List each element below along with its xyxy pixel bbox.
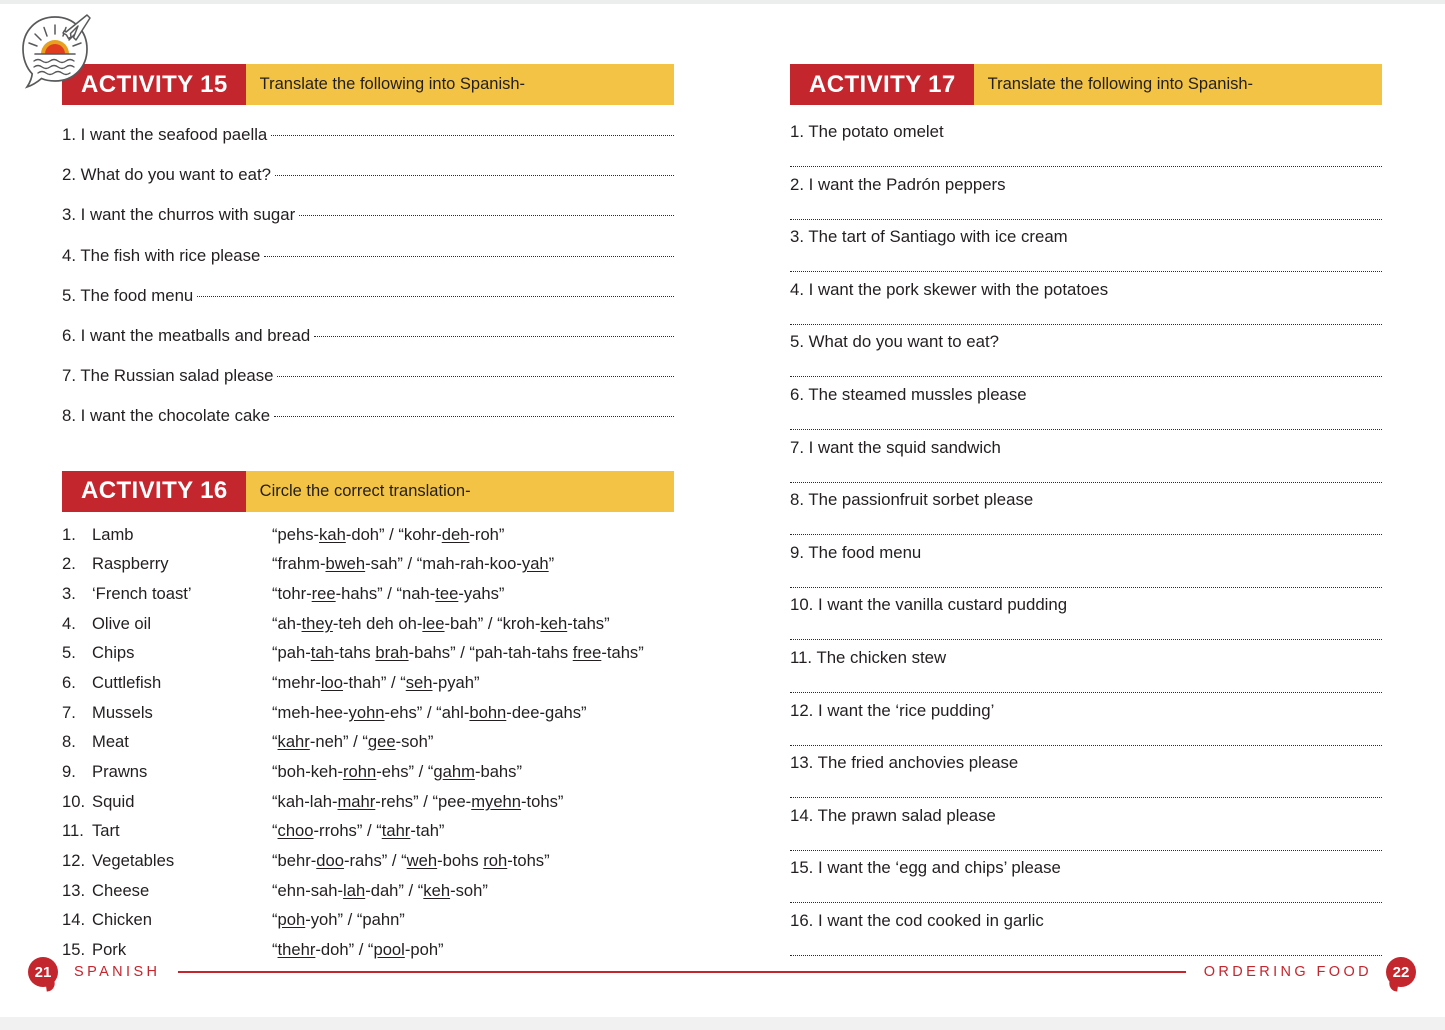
activity-15-instruction: Translate the following into Spanish-: [246, 64, 674, 105]
activity-16-row-number: 9.: [62, 762, 76, 781]
speech-bubble-sunset-plane-icon: [14, 10, 96, 92]
activity-16-row-number: 1.: [62, 524, 76, 544]
activity-15-list: [62, 125, 674, 447]
workbook-spread: [0, 4, 1445, 1017]
activity-16-options[interactable]: “frahm-bweh-sah” / “mah-rah-koo-yah”: [272, 554, 555, 574]
activity-17-item-text: 1. The potato omelet: [790, 122, 944, 141]
activity-16-options[interactable]: “pah-tah-tahs brah-bahs” / “pah-tah-tahs free-tahs”: [272, 643, 644, 663]
activity-17-item-text: 6. The steamed mussles please: [790, 384, 1027, 404]
activity-17-header: [790, 64, 1382, 105]
page-number: 22: [1392, 963, 1410, 981]
activity-16-options[interactable]: “meh-hee-yohn-ehs” / “ahl-bohn-dee-gahs”: [272, 702, 587, 722]
activity-17-item: [790, 227, 1382, 280]
activity-16-row-number: 13.: [62, 880, 86, 900]
answer-line[interactable]: [790, 429, 1382, 430]
activity-15-item: [62, 286, 674, 326]
answer-line[interactable]: [790, 534, 1382, 535]
activity-16-row-number: 3.: [62, 583, 76, 603]
activity-17-item-text: 8. The passionfruit sorbet please: [790, 490, 1034, 510]
activity-16-row: [62, 525, 674, 555]
footer-rule: [178, 971, 722, 973]
activity-17-item: [790, 438, 1382, 491]
activity-15-item: [62, 326, 674, 366]
left-page: [0, 4, 722, 1017]
activity-16-options[interactable]: “boh-keh-rohn-ehs” / “gahm-bahs”: [272, 762, 522, 781]
activity-15-tag: ACTIVITY 15: [62, 64, 246, 105]
answer-line[interactable]: [264, 256, 674, 257]
activity-16-english-word: Lamb: [92, 524, 134, 544]
activity-17-item-text: 2. I want the Padrón peppers: [790, 174, 1006, 194]
activity-17-item-text: 15. I want the ‘egg and chips’ please: [790, 858, 1061, 878]
activity-17-item: [790, 753, 1382, 806]
answer-line[interactable]: [790, 324, 1382, 325]
activity-16-english-word: Chicken: [92, 910, 152, 930]
activity-17-item-text: 10. I want the vanilla custard pudding: [790, 595, 1068, 615]
left-page-footer: [28, 957, 722, 987]
activity-16-row: [62, 851, 674, 881]
activity-15-item-text: 3. I want the churros with sugar: [62, 205, 296, 225]
activity-16-english-word: ‘French toast’: [92, 583, 192, 603]
activity-17-item-text: 5. What do you want to eat?: [790, 332, 999, 352]
activity-16-list: [62, 525, 674, 970]
answer-line[interactable]: [790, 745, 1382, 746]
activity-17-item: [790, 595, 1382, 648]
activity-16-options[interactable]: “thehr-doh” / “pool-poh”: [272, 940, 444, 960]
answer-line[interactable]: [314, 336, 674, 337]
activity-16-options[interactable]: “ah-they-teh deh oh-lee-bah” / “kroh-keh-tahs”: [272, 613, 610, 633]
activity-17-item-text: 13. The fried anchovies please: [790, 753, 1019, 773]
activity-15-item-text: 7. The Russian salad please: [62, 366, 274, 386]
activity-17-item: [790, 648, 1382, 701]
activity-16-options[interactable]: “tohr-ree-hahs” / “nah-tee-yahs”: [272, 583, 505, 603]
activity-17-instruction: Translate the following into Spanish-: [974, 64, 1382, 105]
activity-16-row-number: 8.: [62, 732, 76, 752]
activity-15-item: [62, 165, 674, 205]
activity-16-row-number: 15.: [62, 940, 86, 960]
answer-line[interactable]: [197, 296, 674, 297]
activity-15-item-text: 1. I want the seafood paella: [62, 125, 268, 144]
activity-16-english-word: Cheese: [92, 880, 150, 900]
activity-16-english-word: Prawns: [92, 762, 148, 781]
activity-17-item-text: 3. The tart of Santiago with ice cream: [790, 227, 1068, 247]
answer-line[interactable]: [277, 376, 674, 377]
activity-15-item-text: 8. I want the chocolate cake: [62, 406, 271, 426]
activity-15-item-text: 2. What do you want to eat?: [62, 165, 271, 185]
answer-line[interactable]: [790, 797, 1382, 798]
activity-15-item-text: 4. The fish with rice please: [62, 245, 261, 265]
activity-16-english-word: Meat: [92, 732, 129, 752]
activity-16-row-number: 11.: [62, 821, 84, 841]
activity-15-item-text: 6. I want the meatballs and bread: [62, 325, 311, 345]
activity-16-instruction: Circle the correct translation-: [246, 471, 674, 512]
footer-label: SPANISH: [74, 964, 161, 980]
activity-16-row: [62, 703, 674, 733]
activity-17-item-text: 7. I want the squid sandwich: [790, 437, 1001, 457]
answer-line[interactable]: [790, 271, 1382, 272]
activity-17-item-text: 11. The chicken stew: [790, 647, 947, 667]
activity-16-row: [62, 881, 674, 911]
activity-16-row: [62, 910, 674, 940]
answer-line[interactable]: [790, 902, 1382, 903]
activity-16-header: [62, 471, 674, 512]
activity-16-row: [62, 792, 674, 822]
page-number: 21: [34, 963, 52, 981]
activity-16-english-word: Squid: [92, 791, 135, 811]
activity-16-options[interactable]: “ehn-sah-lah-dah” / “keh-soh”: [272, 880, 488, 900]
activity-17-item: [790, 911, 1382, 964]
activity-17-item: [790, 332, 1382, 385]
activity-16-options[interactable]: “choo-rrohs” / “tahr-tah”: [272, 821, 445, 841]
activity-16-row: [62, 821, 674, 851]
activity-17-item-text: 16. I want the cod cooked in garlic: [790, 910, 1044, 930]
activity-16-row-number: 12.: [62, 851, 86, 871]
activity-16-options[interactable]: “kahr-neh” / “gee-soh”: [272, 732, 434, 752]
answer-line[interactable]: [790, 692, 1382, 693]
activity-16-english-word: Vegetables: [92, 851, 175, 871]
activity-15-header: [62, 64, 674, 105]
activity-17-tag: ACTIVITY 17: [790, 64, 974, 105]
right-page: [722, 4, 1444, 1017]
activity-17-item: [790, 385, 1382, 438]
answer-line[interactable]: [275, 175, 674, 176]
activity-16-row-number: 7.: [62, 702, 76, 722]
right-page-footer: [722, 957, 1416, 987]
activity-16-english-word: Olive oil: [92, 613, 152, 633]
answer-line[interactable]: [790, 482, 1382, 483]
answer-line[interactable]: [274, 416, 674, 417]
answer-line[interactable]: [790, 850, 1382, 851]
activity-17-item: [790, 280, 1382, 333]
activity-16-english-word: Cuttlefish: [92, 672, 162, 692]
activity-15-item: [62, 246, 674, 286]
activity-16-row: [62, 673, 674, 703]
answer-line[interactable]: [271, 135, 674, 136]
activity-17-item-text: 12. I want the ‘rice pudding’: [790, 700, 995, 720]
activity-15-item: [62, 125, 674, 165]
footer-rule: [722, 971, 1186, 973]
activity-16-row-number: 6.: [62, 672, 76, 692]
activity-16-row-number: 5.: [62, 643, 76, 663]
activity-16-row-number: 10.: [62, 791, 86, 811]
answer-line[interactable]: [299, 215, 674, 216]
activity-16-options[interactable]: “pehs-kah-doh” / “kohr-deh-roh”: [272, 524, 505, 544]
activity-15-item: [62, 406, 674, 446]
activity-16-english-word: Raspberry: [92, 554, 169, 574]
activity-16-row: [62, 732, 674, 762]
activity-17-item: [790, 858, 1382, 911]
activity-16-row: [62, 554, 674, 584]
activity-16-row: [62, 762, 674, 792]
activity-16-row-number: 4.: [62, 613, 76, 633]
answer-line[interactable]: [790, 219, 1382, 220]
activity-16-row-number: 14.: [62, 910, 86, 930]
answer-line[interactable]: [790, 166, 1382, 167]
answer-line[interactable]: [790, 376, 1382, 377]
activity-17-list: [790, 122, 1382, 964]
activity-17-item-text: 14. The prawn salad please: [790, 805, 996, 825]
activity-16-english-word: Mussels: [92, 702, 153, 722]
activity-16-english-word: Pork: [92, 940, 127, 960]
answer-line[interactable]: [790, 955, 1382, 956]
activity-17-item: [790, 701, 1382, 754]
activity-16-options[interactable]: “kah-lah-mahr-rehs” / “pee-myehn-tohs”: [272, 791, 564, 811]
activity-17-item: [790, 543, 1382, 596]
page-number-badge: [1386, 957, 1416, 987]
activity-15-item-text: 5. The food menu: [62, 285, 194, 305]
page-number-badge: [28, 957, 58, 987]
activity-17-item: [790, 806, 1382, 859]
answer-line[interactable]: [790, 639, 1382, 640]
activity-16-row: [62, 614, 674, 644]
scan-edge-bottom: [0, 1017, 1445, 1030]
footer-label: ORDERING FOOD: [1203, 964, 1372, 980]
activity-17-item-text: 4. I want the pork skewer with the potatoes: [790, 279, 1109, 299]
activity-16-row-number: 2.: [62, 554, 76, 574]
activity-16-english-word: Tart: [92, 821, 120, 841]
activity-17-item: [790, 122, 1382, 175]
activity-16-row: [62, 584, 674, 614]
activity-16-row: [62, 643, 674, 673]
activity-17-item: [790, 175, 1382, 228]
activity-16-tag: ACTIVITY 16: [62, 471, 246, 512]
activity-15-item: [62, 366, 674, 406]
activity-16-options[interactable]: “poh-yoh” / “pahn”: [272, 910, 405, 930]
activity-16-english-word: Chips: [92, 643, 135, 663]
activity-17-item-text: 9. The food menu: [790, 542, 922, 562]
activity-16-options[interactable]: “mehr-loo-thah” / “seh-pyah”: [272, 672, 480, 692]
activity-17-item: [790, 490, 1382, 543]
activity-16-options[interactable]: “behr-doo-rahs” / “weh-bohs roh-tohs”: [272, 851, 550, 871]
answer-line[interactable]: [790, 587, 1382, 588]
activity-15-item: [62, 205, 674, 245]
